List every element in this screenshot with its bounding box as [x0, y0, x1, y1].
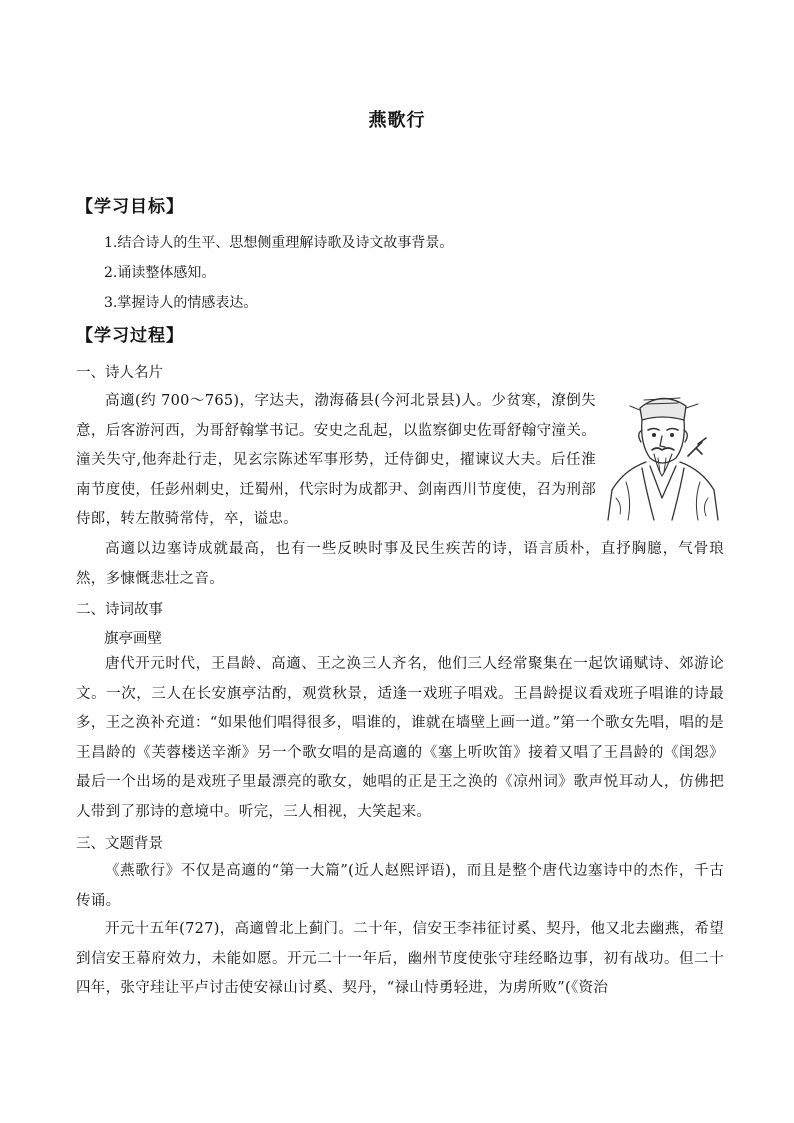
goal-item: 1.结合诗人的生平、思想侧重理解诗歌及诗文故事背景。	[104, 235, 454, 251]
poet-style-paragraph: 高適以边塞诗成就最高，也有一些反映时事及民生疾苦的诗，语言质朴，直抒胸臆，气骨琅然，多慷慨悲壮之音。	[76, 541, 724, 587]
section-heading-background: 三、文题背景	[76, 836, 163, 852]
goal-item: 2.诵读整体感知。	[104, 265, 216, 281]
section-heading-poet: 一、诗人名片	[76, 365, 163, 381]
section-heading-story: 二、诗词故事	[76, 602, 163, 618]
learning-goals-heading: 【学习目标】	[76, 197, 184, 217]
story-paragraph: 唐代开元时代，王昌龄、高適、王之涣三人齐名，他们三人经常聚集在一起饮诵赋诗、郊游论文。一次，三人在长安旗亭沽酌，观赏秋景，适逢一戏班子唱戏。王昌龄提议看戏班子唱谁的诗最多，王之涣补充道：“如果他们唱得很多，唱谁的，谁就在墙壁上画一道。”第一个歌女先唱，唱的是王昌龄的《芙蓉楼送辛渐》另一个歌女唱的是高適的《塞上听吹笛》接着又唱了王昌龄的《闺怨》最后一个出场的是戏班子里最漂亮的歌女，她唱的正是王之涣的《凉州词》歌声悦耳动人，仿佛把人带到了那诗的意境中。听完，三人相视，大笑起来。	[76, 656, 724, 820]
poet-biography: 高適(约 700～765)，字达夫，渤海蓨县(今河北景县)人。少贫寒，潦倒失意，后客游河西，为哥舒翰掌书记。安史之乱起，以监察御史佐哥舒翰守潼关。潼关失守,他奔赴行走，见玄宗陈述军事形势，迁侍御史，擢谏议大夫。后任淮南节度使，任彭州刺史，迁蜀州，代宗时为成都尹、剑南西川节度使，召为刑部侍郎，转左散骑常侍，卒，谥忠。	[76, 393, 596, 528]
story-subtitle: 旗亭画壁	[104, 631, 162, 647]
goal-item: 3.掌握诗人的情感表达。	[104, 295, 258, 311]
learning-process-heading: 【学习过程】	[76, 326, 184, 346]
page-title: 燕歌行	[368, 110, 426, 131]
poet-portrait-icon	[602, 386, 724, 522]
background-paragraph-2: 开元十五年(727)，高適曾北上蓟门。二十年，信安王李祎征讨奚、契丹，他又北去幽燕，希望到信安王幕府效力，未能如愿。开元二十一年后，幽州节度使张守珪经略边事，初有战功。但二十四年，张守珪让平卢讨击使安禄山讨奚、契丹，“禄山恃勇轻进，为虏所败”(《资治	[76, 921, 724, 997]
background-paragraph-1: 《燕歌行》不仅是高適的“第一大篇”(近人赵熙评语)，而且是整个唐代边塞诗中的杰作，千古传诵。	[76, 863, 724, 909]
